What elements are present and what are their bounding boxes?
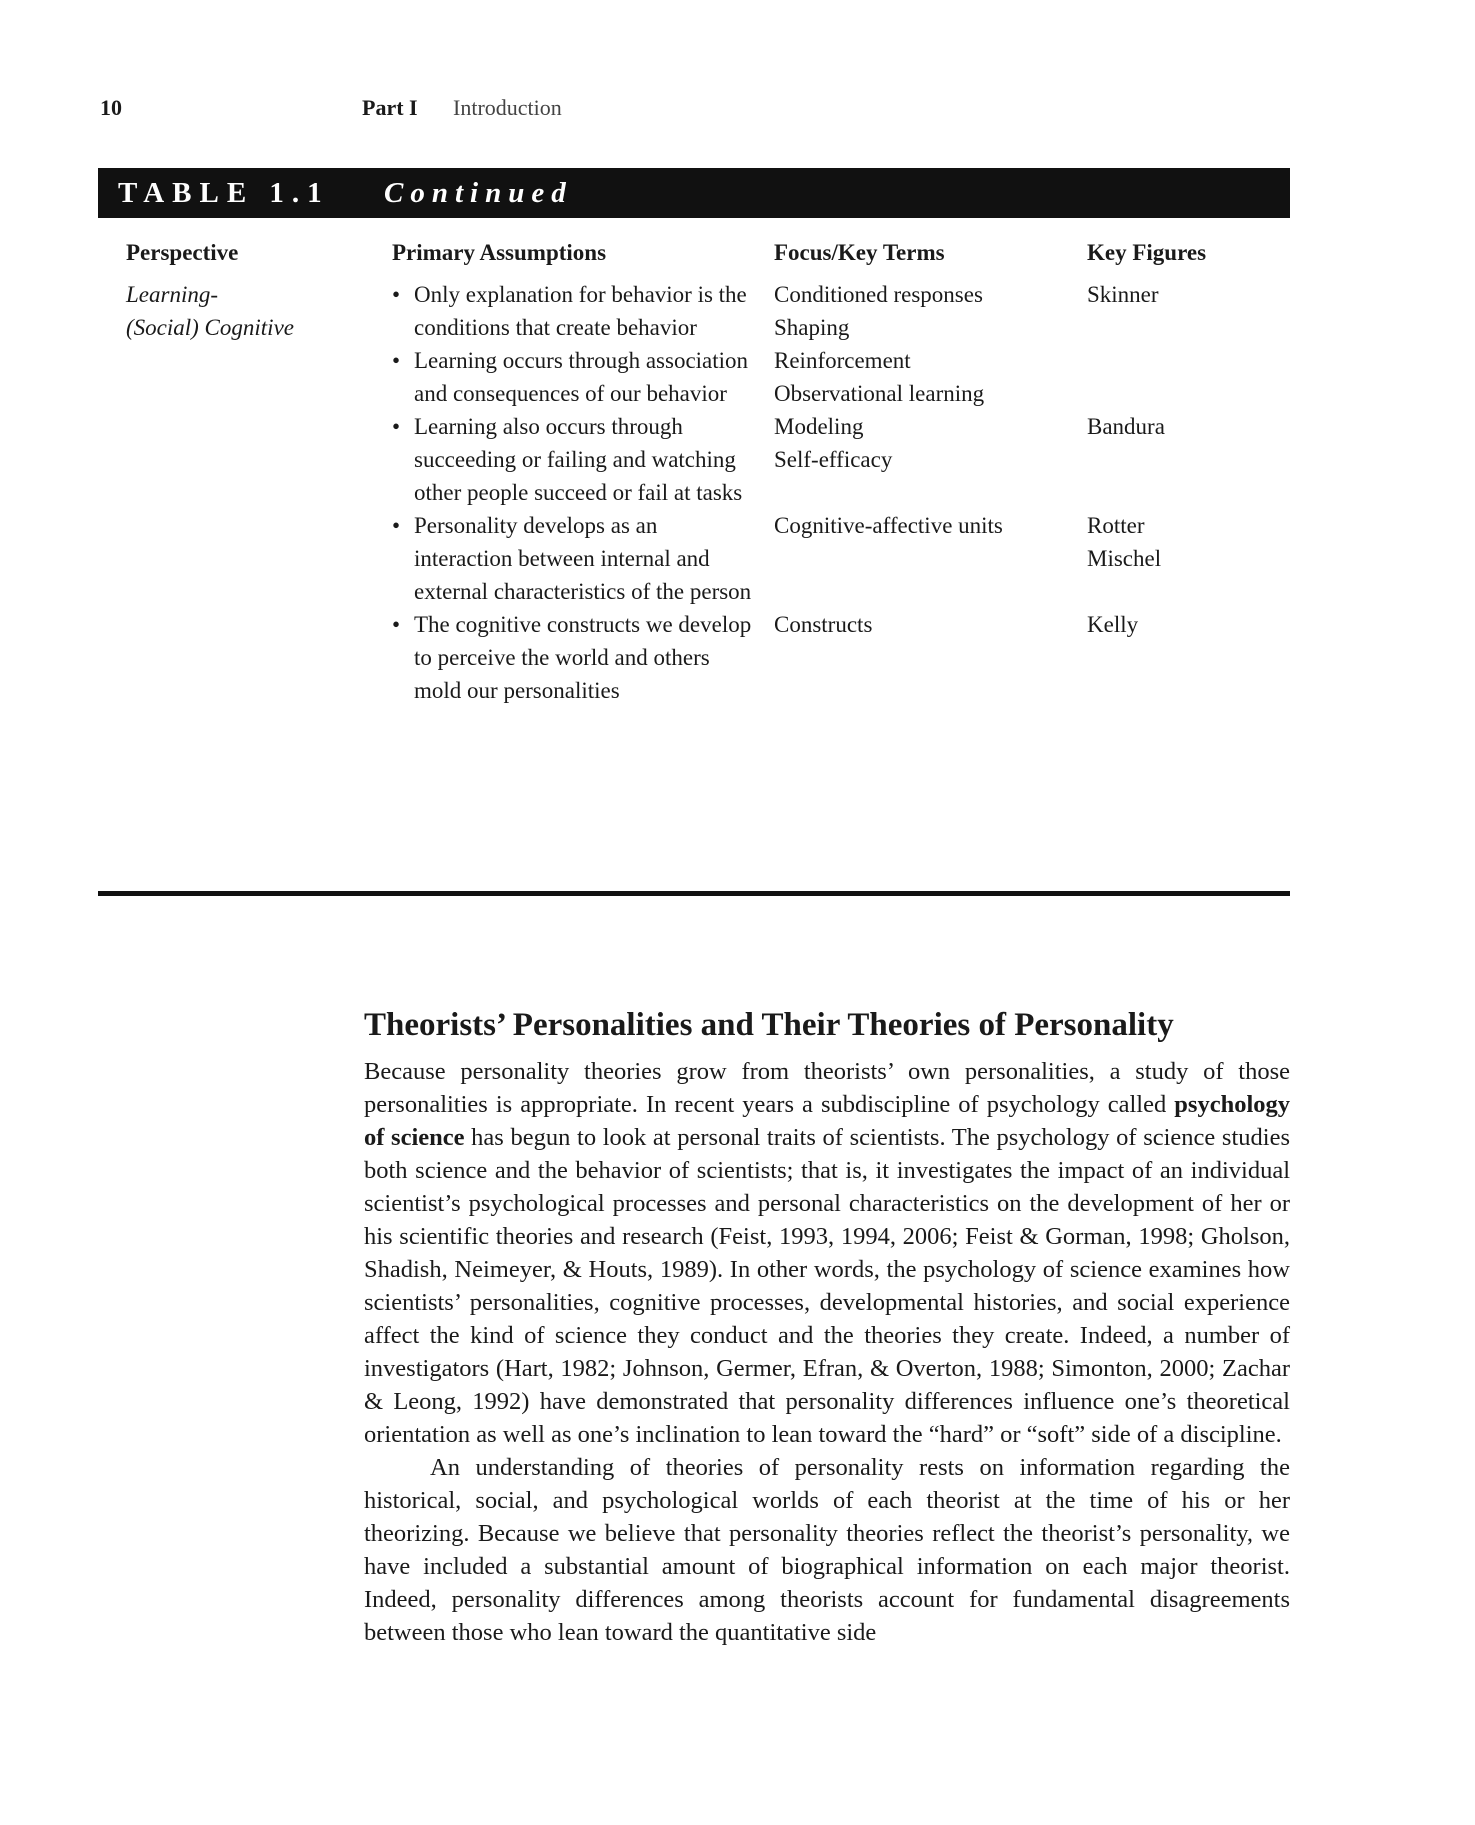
table-subtitle: Continued [384, 177, 573, 209]
assumption-text: Learning also occurs through succeeding or failing and watching other people succeed or fail at tasks [414, 414, 743, 505]
header-primary-assumptions: Primary Assumptions [392, 240, 607, 265]
perspective-cell: Learning- (Social) Cognitive [126, 282, 294, 340]
assumption-cell [392, 344, 754, 410]
table-banner [98, 168, 1290, 218]
key-term: psychology of science [364, 1091, 1290, 1151]
bullet-icon: • [392, 414, 401, 439]
header-key-figures: Key Figures [1087, 240, 1207, 265]
paragraph [364, 1055, 1290, 1451]
table-row [98, 608, 1290, 707]
assumption-text: Only explanation for behavior is the conditions that create behavior [414, 282, 747, 340]
table-rows [98, 278, 1290, 707]
figures-cell: Kelly [1087, 612, 1139, 637]
header-focus-key-terms: Focus/Key Terms [774, 240, 945, 265]
table-row [98, 410, 1290, 509]
figures-cell: Rotter Mischel [1087, 513, 1162, 571]
bullet-icon: • [392, 348, 401, 373]
paragraph: An understanding of theories of personality rests on information regarding the historical, social, and psychological worlds of each theorist at the time of his or her theorizing. Because we believe that personality theories reflect the theorist’s personality, we have included a substantial amount of biographical information on each major theorist. Indeed, personality differences among theorists account for fundamental disagreements between those who lean toward the quantitative side [364, 1454, 1290, 1646]
assumption-text: Personality develops as an interaction between internal and external characteristics of the person [414, 513, 752, 604]
focus-cell: Constructs [774, 612, 873, 637]
focus-cell: Cognitive-affective units [774, 513, 1003, 538]
bullet-icon: • [392, 612, 401, 637]
assumption-cell [392, 608, 754, 707]
body-text [364, 1055, 1290, 1649]
figures-cell: Bandura [1087, 414, 1165, 439]
paragraph-text: Because personality theories grow from theorists’ own personalities, a study of those personalities is appropriate. In recent years a subdiscipline of psychology called [364, 1058, 1290, 1118]
figures-cell: Skinner [1087, 282, 1159, 307]
page-number: 10 [100, 95, 122, 120]
assumption-text: Learning occurs through association and consequences of our behavior [414, 348, 749, 406]
focus-cell: Conditioned responses Shaping Reinforcement Observational learning [774, 282, 985, 406]
paragraph-text: has begun to look at personal traits of scientists. The psychology of science studies both science and the behavior of scientists; that is, it investigates the impact of an individual scientist’s psychological processes and personal characteristics on the development of her or his scientific theories and research (Feist, 1993, 1994, 2006; Feist & Gorman, 1998; Gholson, Shadish, Neimeyer, & Houts, 1989). In other words, the psychology of science examines how scientists’ personalities, cognitive processes, developmental histories, and social experience affect the kind of science they conduct and the theories they create. Indeed, a number of investigators (Hart, 1982; Johnson, Germer, Efran, & Overton, 1988; Simonton, 2000; Zachar & Leong, 1992) have demonstrated that personality differences influence one’s theoretical orientation as well as one’s inclination to lean toward the “hard” or “soft” side of a discipline. [364, 1124, 1290, 1448]
assumption-cell [392, 410, 754, 509]
table-row [98, 344, 1290, 410]
assumption-text: The cognitive constructs we develop to perceive the world and others mold our personalities [414, 612, 752, 703]
assumption-cell [392, 278, 754, 344]
table-title: TABLE 1.1 [118, 177, 330, 209]
focus-cell: Modeling Self-efficacy [774, 414, 893, 472]
part-label: Part I [362, 95, 418, 120]
section-label: Introduction [453, 95, 562, 120]
table-row [98, 509, 1290, 608]
bullet-icon: • [392, 513, 401, 538]
header-perspective: Perspective [126, 240, 239, 265]
table-bottom-rule [98, 891, 1290, 896]
section-heading: Theorists’ Personalities and Their Theories of Personality [364, 1007, 1174, 1043]
assumption-cell [392, 509, 754, 608]
bullet-icon: • [392, 282, 401, 307]
